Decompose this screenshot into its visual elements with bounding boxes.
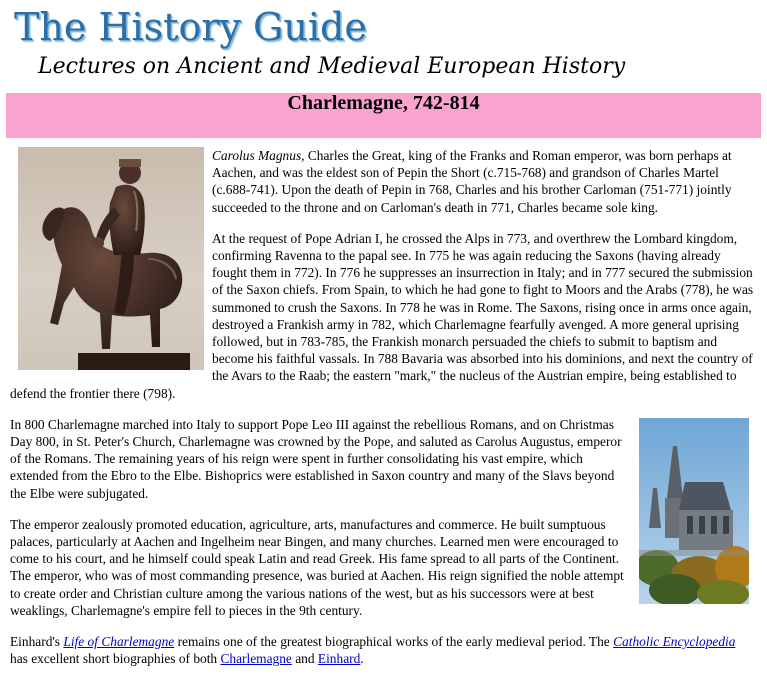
link-life-of-charlemagne[interactable] (63, 634, 174, 649)
link-catholic-encyclopedia[interactable] (613, 634, 735, 649)
link-einhard[interactable]: Einhard (317, 651, 361, 667)
statue-image (18, 147, 204, 370)
sources-text-1: Einhard's (10, 634, 64, 650)
site-subtitle: Lectures on Ancient and Medieval European History (38, 54, 626, 79)
paragraph-intro-text: , Charles the Great, king of the Franks and Roman emperor, was born perhaps at Aachen, and was the eldest son of Pepin the Short (c.715-768) and grandson of Charles Martel (c.688-741). Upon the death of Pepin in 768, Charles and his brother Carloman (751-771) jointly succeeded to the throne and on Carloman's death in 771, Charles became sole king. (212, 148, 732, 215)
sources-text-5: . (360, 651, 364, 667)
sources-text-4: and (291, 651, 318, 667)
cathedral-image (639, 418, 749, 604)
link-catholic-encyclopedia-label: Catholic Encyclopedia (613, 634, 736, 650)
sources-text-2: remains one of the greatest biographical works of the early medieval period. The (174, 634, 614, 650)
title-band (6, 93, 761, 138)
paragraph-coronation: In 800 Charlemagne marched into Italy to support Pope Leo III against the rebellious Romans, and on Christmas Day 800, in St. Peter's Church, Charlemagne was crowned by the Pope, and saluted as Carolus Augustus, emperor of the Romans. The remaining years of his reign were spent in further consolidating his vast empire, which extended from the Ebro to the Elbe. Bishoprics were established in Saxon country and many of the Slavs beyond the Elbe were subjugated. (10, 416, 622, 501)
latin-name: Carolus Magnus (212, 148, 302, 163)
paragraph-sources (10, 633, 756, 667)
page-title: Charlemagne, 742-814 (287, 91, 480, 114)
site-title: The History Guide (14, 5, 367, 49)
article-content (10, 147, 756, 681)
equestrian-statue-illustration (18, 147, 204, 370)
paragraph-campaigns: At the request of Pope Adrian I, he crossed the Alps in 773, and overthrew the Lombard kingdom, confirming Ravenna to the papal see. In 775 he was again reducing the Saxons (having already fought them in 772). In 776 he suppresses an insurrection in Italy; and in 777 secured the submission of the Saxon chiefs. From Spain, to which he had gone to fight to Moors and the Arabs (778), he was summoned to crush the Saxons. In 778 he was in Rome. The Saxons, rising once in arms once again, destroyed a Frankish army in 782, which Charlemagne fearfully avenged. A more general uprising followed, but in 783-785, the Frankish monarch persuaded the chiefs to submit to baptism and become his faithful vassals. In 788 Bavaria was absorbed into his dominions, and next the country of the Avars to the Raab; the eastern "mark," the nucleus of the Austrian empire, being established to defend the frontier there (798). (10, 230, 754, 401)
link-life-of-charlemagne-label: Life of Charlemagne (63, 634, 175, 650)
aachen-cathedral-illustration (639, 418, 749, 604)
sources-text-3: has excellent short biographies of both (10, 651, 221, 667)
paragraph-legacy: The emperor zealously promoted education, agriculture, arts, manufactures and commerce. He built sumptuous palaces, particularly at Aachen and Ingelheim near Bingen, and many churches. Learned men were encouraged to come to his court, and he himself could speak Latin and read Greek. His fame spread to all parts of the Continent. The emperor, who was of most commanding presence, was buried at Aachen. His reign signified the noble attempt to create order and Christian culture among the various nations of the west, but as his successors were at best weaklings, Charlemagne's empire fell to pieces in the 9th century. (10, 516, 624, 618)
link-charlemagne[interactable]: Charlemagne (220, 651, 292, 667)
